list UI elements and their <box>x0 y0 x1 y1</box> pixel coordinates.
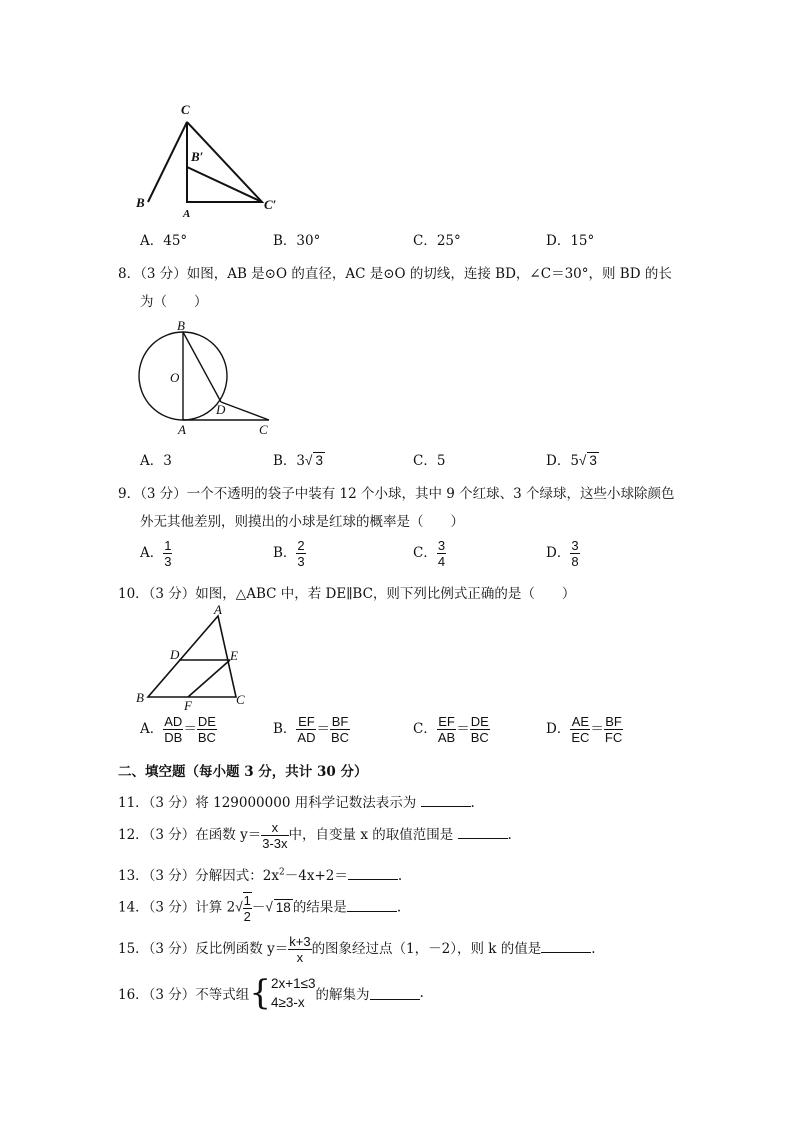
q8-option-a[interactable]: A．3 <box>140 453 172 469</box>
q9-line1: 9．（3 分）一个不透明的袋子中装有 12 个小球，其中 9 个红球、3 个绿球，这些小球除颜色 <box>118 486 675 502</box>
q7-option-a[interactable]: A．45° <box>140 233 188 249</box>
q14-answer-blank[interactable] <box>347 899 397 912</box>
q8-option-c[interactable]: C．5 <box>413 453 446 469</box>
q12-answer-blank[interactable] <box>458 826 508 839</box>
label-E: E <box>230 648 238 663</box>
q10-line1: 10．（3 分）如图，△ABC 中，若 DE∥BC，则下列比例式正确的是（ ） <box>118 586 576 602</box>
label-O: O <box>170 370 180 385</box>
q16-row2: 4≥3-x <box>270 995 305 1010</box>
label-C: C <box>181 102 190 117</box>
q7-triangle-figure <box>130 95 290 225</box>
q10-option-b[interactable]: B． $\frac{EF}{AD}$ ＝ $\frac{BF}{BC}$ <box>273 714 350 745</box>
label-A: A <box>183 208 191 220</box>
q10-triangle-figure <box>132 602 262 712</box>
q16-row1: 2x+1≤3 <box>270 976 316 991</box>
q15-line: 15．（3 分）反比例函数 y＝ $\frac{k+3}{x}$ 的图象经过点（1，－2），则 k 的值是 . <box>118 934 596 965</box>
label-F: F <box>184 698 192 712</box>
q15-answer-blank[interactable] <box>541 940 591 953</box>
label-C-prime: C′ <box>264 197 277 212</box>
q8-circle-figure <box>132 318 282 440</box>
q9-option-b[interactable]: B． $\frac{2}{3}$ <box>273 538 305 569</box>
left-brace: { <box>249 973 271 1013</box>
q7-option-c[interactable]: C．25° <box>413 233 461 249</box>
q8-line1: 8．（3 分）如图，AB 是⊙O 的直径，AC 是⊙O 的切线，连接 BD，∠C＝30°，则 BD 的长 <box>118 266 672 282</box>
q8-option-d[interactable]: D．5√ 3 <box>546 453 597 469</box>
q9-option-d[interactable]: D． $\frac{3}{8}$ <box>546 538 579 569</box>
label-D: D <box>216 402 226 417</box>
label-B: B <box>136 195 145 210</box>
q13-answer-blank[interactable] <box>348 867 398 880</box>
q14-line: 14．（3 分）计算 2√ $\frac{1}{2}$ －√ 18 的结果是 . <box>118 893 402 924</box>
q12-line: 12．（3 分）在函数 y＝ $\frac{x}{3-3x}$ 中，自变量 x 的取值范围是 . <box>118 820 512 851</box>
q13-line: 13．（3 分）分解因式：$2x^2-4x+2=$ . <box>118 867 403 884</box>
label-B-prime: B′ <box>191 149 204 164</box>
q7-option-d[interactable]: D．15° <box>546 233 595 249</box>
q10-option-a[interactable]: A． $\frac{AD}{DB}$ ＝ $\frac{DE}{BC}$ <box>140 714 216 745</box>
q11-line: 11．（3 分）将 129000000 用科学记数法表示为 . <box>118 795 475 811</box>
label-B: B <box>136 690 144 705</box>
label-C: C <box>259 422 268 437</box>
q10-option-c[interactable]: C． $\frac{EF}{AB}$ ＝ $\frac{DE}{BC}$ <box>413 714 489 745</box>
q8-line2: 为（ ） <box>140 294 208 310</box>
label-B: B <box>177 318 185 333</box>
q9-option-a[interactable]: A． $\frac{1}{3}$ <box>140 538 172 569</box>
q9-option-c[interactable]: C． $\frac{3}{4}$ <box>413 538 446 569</box>
section-heading: 二、填空题（每小题 3 分，共计 30 分） <box>118 764 368 780</box>
q7-option-b[interactable]: B．30° <box>273 233 321 249</box>
q16-line: 16．（3 分）不等式组 { 2x+1≤3 4≥3-x 的解集为 . <box>118 973 424 1013</box>
label-A: A <box>178 422 186 437</box>
q10-option-d[interactable]: D． $\frac{AE}{EC}$ ＝ $\frac{BF}{FC}$ <box>546 714 623 745</box>
q8-option-b[interactable]: B．3√ 3 <box>273 453 323 469</box>
label-D: D <box>170 647 180 662</box>
q16-answer-blank[interactable] <box>370 987 420 1000</box>
q9-line2: 外无其他差别，则摸出的小球是红球的概率是（ ） <box>140 514 464 530</box>
q11-answer-blank[interactable] <box>421 794 471 807</box>
label-A: A <box>214 602 222 617</box>
label-C: C <box>236 692 245 707</box>
